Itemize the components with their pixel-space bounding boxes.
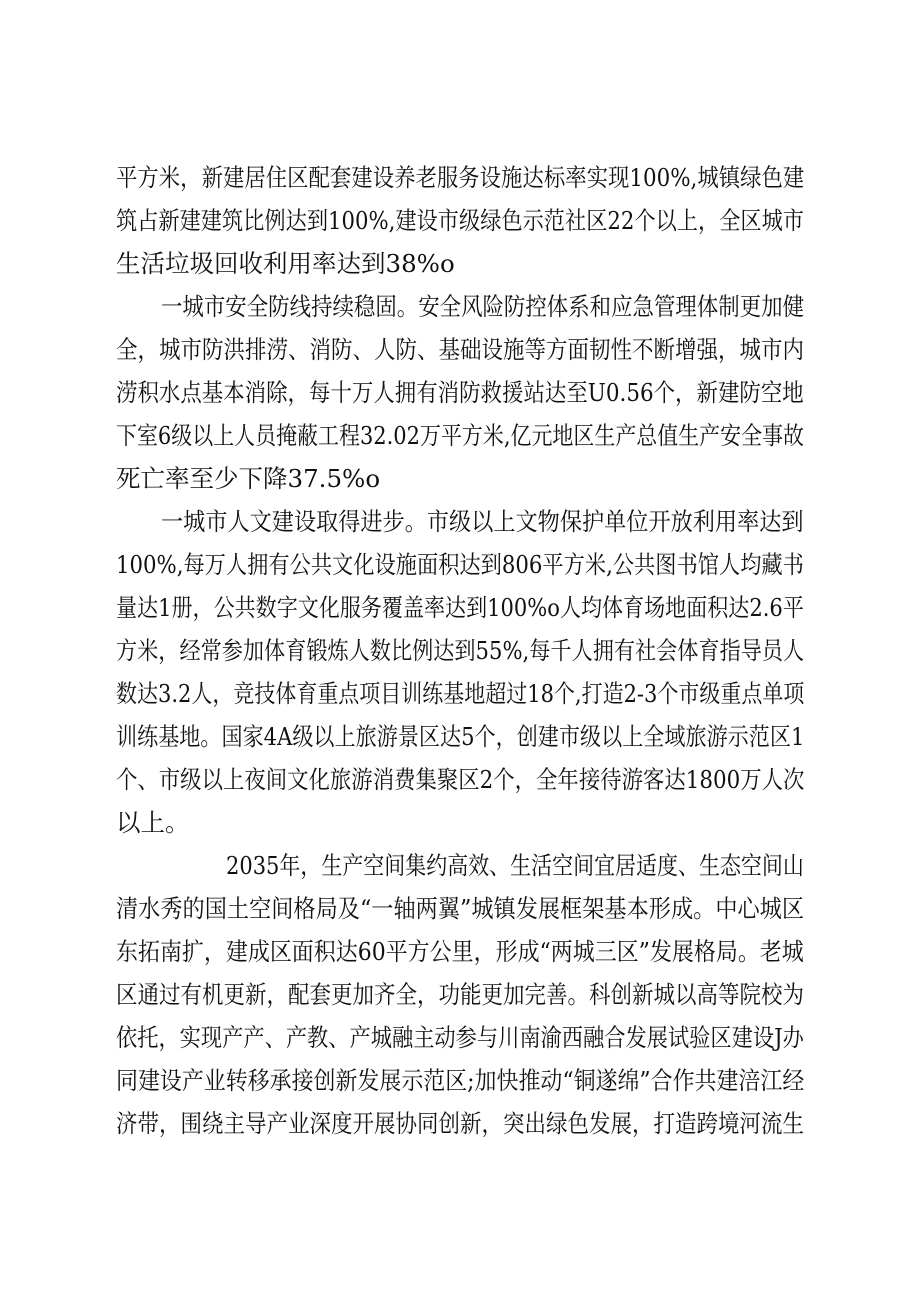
text-line: 方米，经常参加体育锻炼人数比例达到55%,每千人拥有社会体育指导员人 <box>116 636 805 665</box>
text-line: 生活垃圾回收利用率达到38%o <box>116 249 455 278</box>
text-line: 区通过有机更新，配套更加齐全，功能更加完善。科创新城以高等院校为 <box>116 980 804 1009</box>
paragraph-first-line: 一城市安全防线持续稳固。安全风险防控体系和应急管理体制更加健 <box>161 292 804 321</box>
text-line: 下室6级以上人员掩蔽工程32.02万平方米,亿元地区生产总值生产安全事故 <box>116 421 805 450</box>
text-line: 依托，实现产产、产教、产城融主动参与川南渝西融合发展试验区建设J办 <box>116 1023 804 1052</box>
text-line: 个、市级以上夜间文化旅游消费集聚区2个，全年接待游客达1800万人次 <box>116 765 805 794</box>
text-line: 济带，围绕主导产业深度开展协同创新，突出绿色发展，打造跨境河流生 <box>116 1109 804 1138</box>
text-line: 死亡率至少下降37.5%o <box>116 464 381 493</box>
text-line: 筑占新建建筑比例达到100%,建设市级绿色示范社区22个以上，全区城市 <box>116 206 805 235</box>
text-line: 平方米，新建居住区配套建设养老服务设施达标率实现100%,城镇绿色建 <box>116 163 805 192</box>
paragraph-first-line: 一城市人文建设取得进步。市级以上文物保护单位开放利用率达到 <box>161 507 804 536</box>
text-line: 数达3.2人，竞技体育重点项目训练基地超过18个,打造2-3个市级重点单项 <box>116 679 805 708</box>
text-line: 量达1册，公共数字文化服务覆盖率达到100%o人均体育场地面积达2.6平 <box>116 593 804 622</box>
text-line: 训练基地。国家4A级以上旅游景区达5个，创建市级以上全域旅游示范区1 <box>116 722 805 751</box>
text-line: 同建设产业转移承接创新发展示范区;加快推动“铜遂绵”合作共建涪江经 <box>116 1066 805 1095</box>
text-line: 以上。 <box>116 808 190 837</box>
text-line: 100%,每万人拥有公共文化设施面积达到806平方米,公共图书馆人均藏书 <box>116 550 804 579</box>
text-line: 东拓南扩，建成区面积达60平方公里，形成“两城三区”发展格局。老城 <box>116 937 804 966</box>
text-line: 全，城市防洪排涝、消防、人防、基础设施等方面韧性不断增强，城市内 <box>116 335 804 364</box>
paragraph-first-line: 2035年，生产空间集约高效、生活空间宜居适度、生态空间山 <box>226 851 804 880</box>
text-line: 清水秀的国土空间格局及“一轴两翼”城镇发展框架基本形成。中心城区 <box>116 894 805 923</box>
text-line: 涝积水点基本消除，每十万人拥有消防救援站达至U0.56个，新建防空地 <box>116 378 804 407</box>
